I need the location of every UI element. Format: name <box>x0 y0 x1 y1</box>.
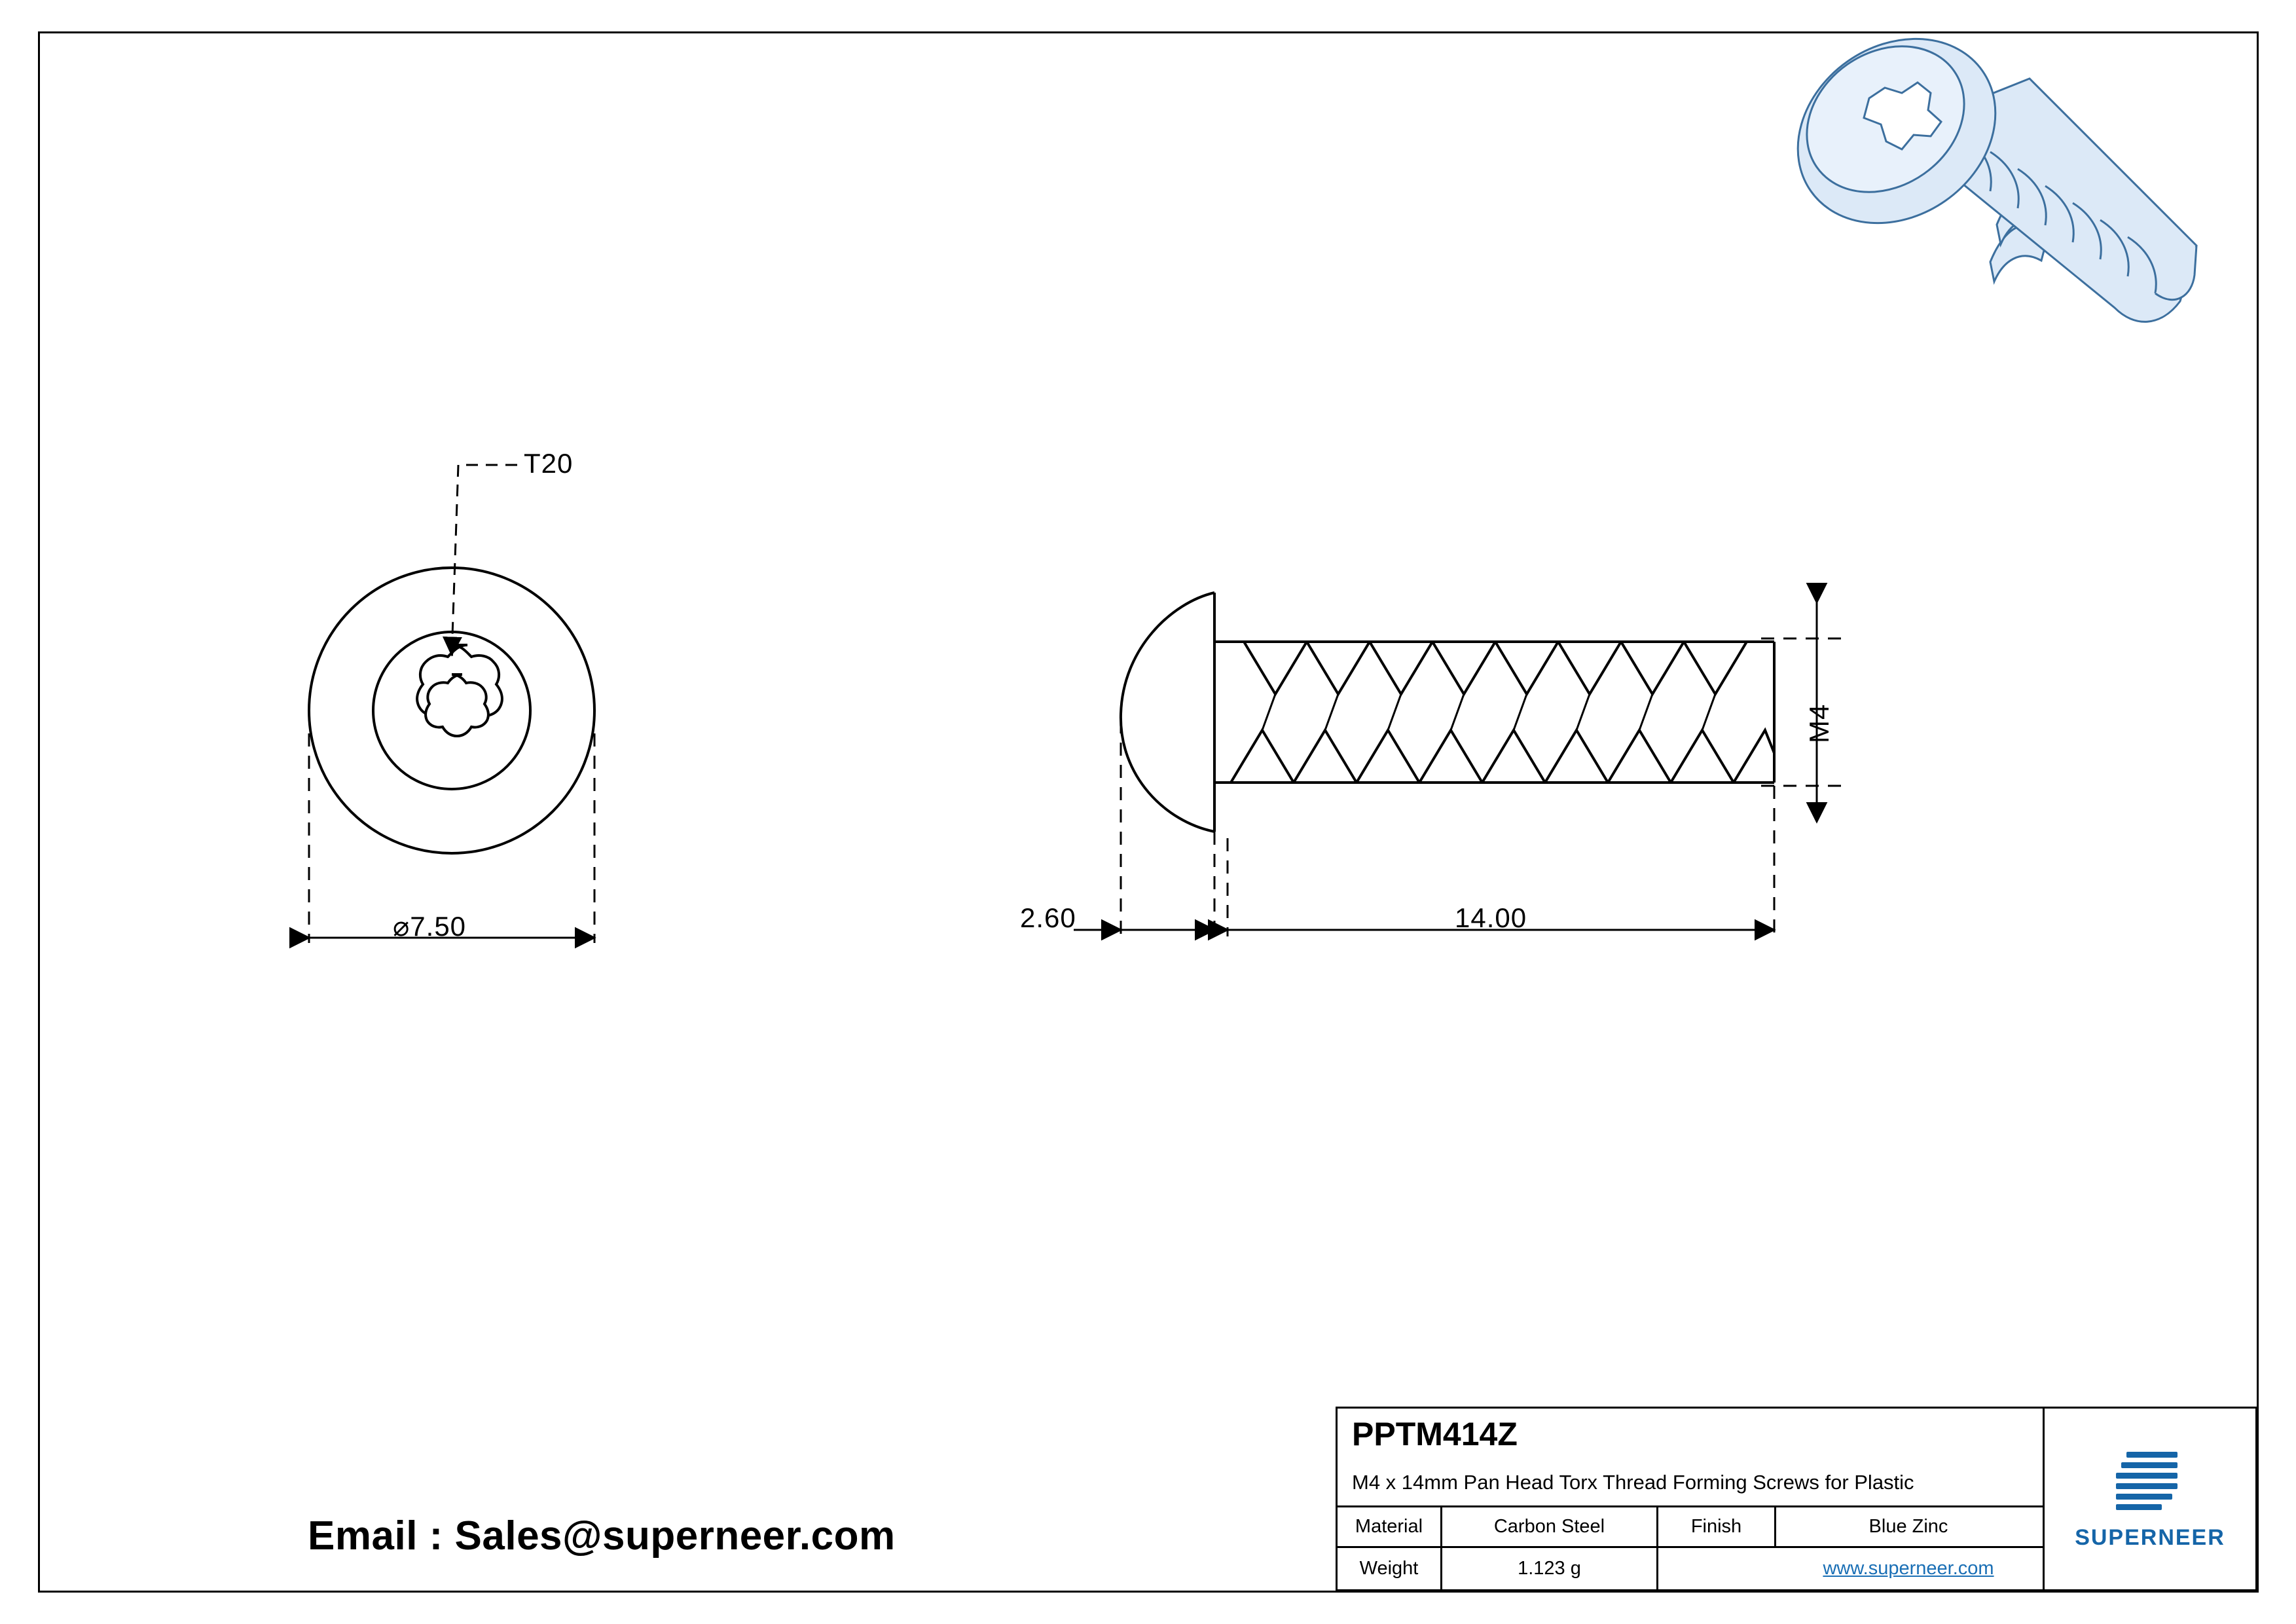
title-block-info <box>1338 1409 2045 1589</box>
thread-length-label: 14.00 <box>1455 902 1527 933</box>
weight-key: Weight <box>1338 1548 1442 1589</box>
contact-email[interactable]: Email : Sales@superneer.com <box>308 1513 896 1559</box>
thread-size-label: M4 <box>1804 703 1834 743</box>
weight-value: 1.123 g <box>1442 1548 1658 1589</box>
website-link[interactable]: www.superneer.com <box>1823 1558 1994 1579</box>
part-description: M4 x 14mm Pan Head Torx Thread Forming Screws for Plastic <box>1338 1459 2043 1507</box>
brand-name: SUPERNEER <box>2075 1524 2225 1550</box>
driver-size-label: T20 <box>524 448 574 479</box>
material-key: Material <box>1338 1507 1442 1547</box>
weight-row <box>1338 1548 2043 1589</box>
brand-block <box>2045 1409 2255 1589</box>
sheet-border <box>38 31 2259 1593</box>
title-block <box>1336 1407 2257 1591</box>
head-diameter-label: ⌀7.50 <box>393 911 467 942</box>
finish-value: Blue Zinc <box>1868 1516 1948 1538</box>
spacer-cell <box>1658 1548 1776 1589</box>
head-height-label: 2.60 <box>1020 902 1076 933</box>
material-value: Carbon Steel <box>1442 1507 1658 1547</box>
finish-key: Finish <box>1658 1507 1776 1547</box>
material-row <box>1338 1507 2043 1549</box>
superneer-logo-icon <box>2104 1448 2196 1519</box>
part-code: PPTM414Z <box>1352 1415 1518 1452</box>
